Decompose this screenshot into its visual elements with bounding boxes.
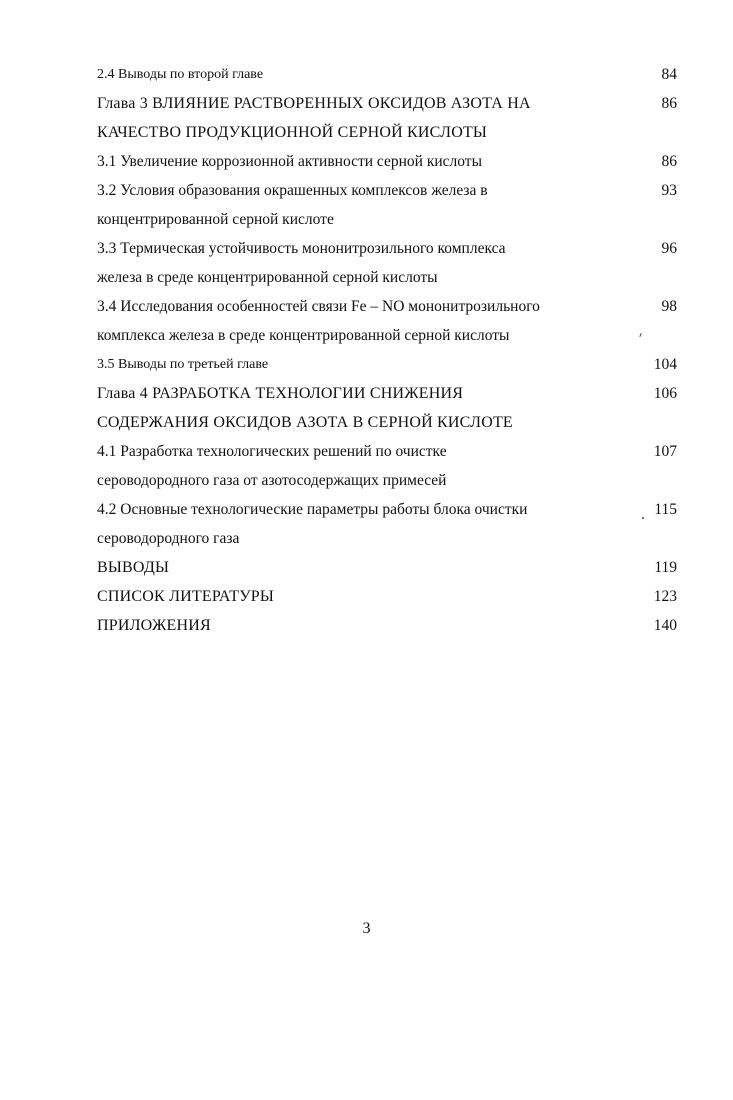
toc-entry-line: 3.1 Увеличение коррозионной активности серной кислоты	[97, 153, 482, 170]
toc-entry-line: СПИСОК ЛИТЕРАТУРЫ	[97, 588, 274, 605]
toc-entry	[97, 147, 677, 176]
toc-entry	[97, 611, 677, 640]
toc-entry-title	[97, 147, 629, 176]
table-of-contents	[97, 60, 677, 640]
toc-entry-line: комплекса железа в среде концентрированной серной кислоты	[97, 327, 510, 344]
toc-entry-title	[97, 350, 629, 379]
toc-entry-page-number: 84	[661, 66, 677, 83]
toc-entry-page-number: 86	[661, 95, 677, 112]
toc-entry-line: сероводородного газа от азотосодержащих примесей	[97, 472, 447, 489]
toc-entry-title	[97, 89, 629, 147]
toc-entry	[97, 437, 677, 495]
toc-entry-title	[97, 292, 629, 350]
toc-entry-line: 3.3 Термическая устойчивость мононитрозильного комплекса	[97, 240, 506, 257]
toc-entry-line: Глава 4 РАЗРАБОТКА ТЕХНОЛОГИИ СНИЖЕНИЯ	[97, 385, 464, 402]
toc-entry-title	[97, 495, 629, 553]
toc-entry	[97, 89, 677, 147]
toc-entry-line: КАЧЕСТВО ПРОДУКЦИОННОЙ СЕРНОЙ КИСЛОТЫ	[97, 124, 488, 141]
toc-entry-page-number: 93	[661, 182, 677, 199]
toc-entry-line: ВЫВОДЫ	[97, 559, 170, 576]
toc-entry-line: 3.4 Исследования особенностей связи Fe – NO мононитрозильного	[97, 298, 540, 315]
toc-entry-line: сероводородного газа	[97, 530, 240, 547]
toc-entry-line: 4.1 Разработка технологических решений по очистке	[97, 443, 447, 460]
toc-entry	[97, 582, 677, 611]
toc-entry-page-number: 119	[654, 559, 677, 576]
toc-entry-page-number: 96	[661, 240, 677, 257]
toc-entry-line: 3.5 Выводы по третьей главе	[97, 357, 269, 372]
toc-entry-title	[97, 379, 629, 437]
toc-entry-page-number: 98	[661, 298, 677, 315]
toc-entry	[97, 553, 677, 582]
scan-speck	[642, 517, 644, 519]
toc-entry-line: Глава 3 ВЛИЯНИЕ РАСТВОРЕННЫХ ОКСИДОВ АЗОТА НА	[97, 95, 531, 112]
toc-entry-title	[97, 176, 629, 234]
toc-entry	[97, 495, 677, 553]
toc-entry-line: 3.2 Условия образования окрашенных комплексов железа в	[97, 182, 488, 199]
toc-entry	[97, 60, 677, 89]
toc-entry-line: 4.2 Основные технологические параметры работы блока очистки	[97, 501, 528, 518]
toc-entry-title	[97, 437, 629, 495]
toc-entry-title	[97, 553, 629, 582]
toc-entry	[97, 176, 677, 234]
toc-entry-page-number: 123	[653, 588, 677, 605]
toc-entry-line: ПРИЛОЖЕНИЯ	[97, 617, 211, 634]
toc-entry-page-number: 140	[653, 617, 677, 634]
toc-entry-line: концентрированной серной кислоте	[97, 211, 334, 228]
toc-entry	[97, 350, 677, 379]
toc-entry-page-number: 86	[661, 153, 677, 170]
toc-entry-line: СОДЕРЖАНИЯ ОКСИДОВ АЗОТА В СЕРНОЙ КИСЛОТЕ	[97, 414, 513, 431]
toc-entry-title	[97, 234, 629, 292]
toc-entry-page-number: 115	[654, 501, 677, 518]
toc-entry	[97, 234, 677, 292]
toc-entry-line: 2.4 Выводы по второй главе	[97, 67, 264, 82]
toc-entry-title	[97, 582, 629, 611]
toc-entry	[97, 292, 677, 350]
toc-entry-page-number: 106	[653, 385, 677, 402]
toc-entry-title	[97, 611, 629, 640]
toc-entry-page-number: 104	[653, 356, 677, 373]
toc-entry-line: железа в среде концентрированной серной кислоты	[97, 269, 438, 286]
toc-entry-title	[97, 60, 629, 89]
toc-entry-page-number: 107	[653, 443, 677, 460]
page-number: 3	[362, 920, 371, 937]
toc-entry	[97, 379, 677, 437]
